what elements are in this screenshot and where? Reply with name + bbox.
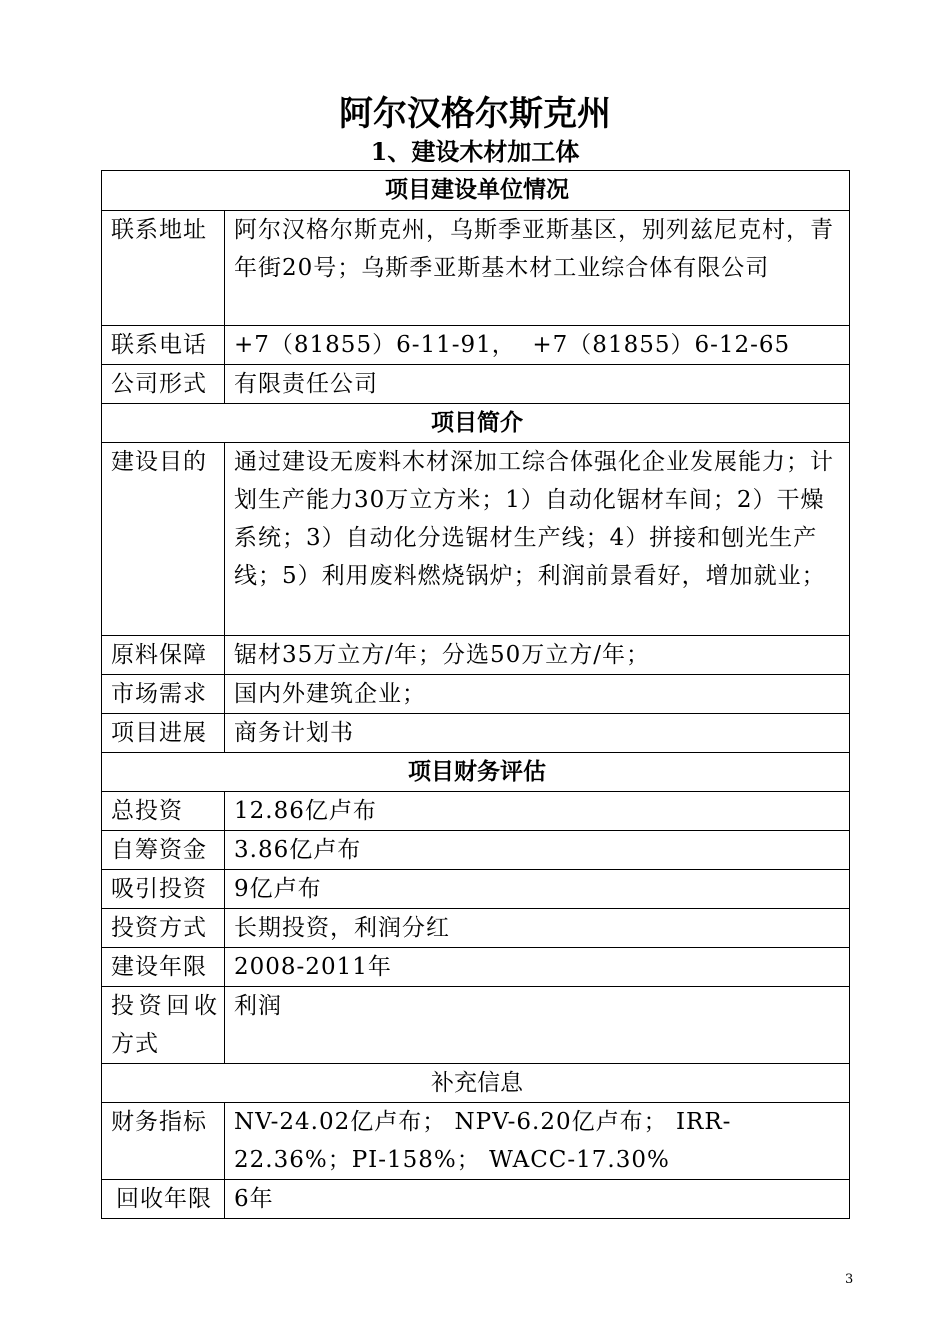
table-row [102, 714, 850, 753]
row-label-construction-period: 建设年限 [102, 948, 225, 987]
section-header-row [102, 404, 850, 443]
row-label-financial-indicators: 财务指标 [102, 1103, 225, 1180]
row-label-attracted-investment: 吸引投资 [102, 870, 225, 909]
section-header-row [102, 1064, 850, 1103]
row-label-own-funds: 自筹资金 [102, 831, 225, 870]
row-value-address: 阿尔汉格尔斯克州，乌斯季亚斯基区，别列兹尼克村，青年街20号；乌斯季亚斯基木材工业综合体有限公司 [225, 211, 850, 326]
table-row [102, 675, 850, 714]
project-table [101, 170, 850, 1219]
page-number: 3 [845, 1272, 854, 1287]
table-row [102, 211, 850, 326]
row-value-total-investment: 12.86亿卢布 [225, 792, 850, 831]
row-value-investment-method: 长期投资，利润分红 [225, 909, 850, 948]
table-row [102, 1180, 850, 1219]
table-row [102, 870, 850, 909]
row-label-phone: 联系电话 [102, 326, 225, 365]
table-row [102, 443, 850, 636]
row-label-total-investment: 总投资 [102, 792, 225, 831]
row-value-financial-indicators: NV-24.02亿卢布； NPV-6.20亿卢布； IRR-22.36%；PI-158%； WACC-17.30% [225, 1103, 850, 1180]
row-value-phone: +7（81855）6-11-91， +7（81855）6-12-65 [225, 326, 850, 365]
section-header-company: 项目建设单位情况 [102, 171, 850, 211]
table-row [102, 365, 850, 404]
row-value-company-form: 有限责任公司 [225, 365, 850, 404]
section-header-summary: 项目简介 [102, 404, 850, 443]
section-header-finance: 项目财务评估 [102, 753, 850, 792]
row-value-return-method: 利润 [225, 987, 850, 1064]
row-label-company-form: 公司形式 [102, 365, 225, 404]
table-row [102, 831, 850, 870]
row-label-return-method: 投资回收方式 [102, 987, 225, 1064]
section-header-additional: 补充信息 [102, 1064, 850, 1103]
row-value-market: 国内外建筑企业； [225, 675, 850, 714]
row-label-market: 市场需求 [102, 675, 225, 714]
row-label-address: 联系地址 [102, 211, 225, 326]
table-row [102, 792, 850, 831]
row-value-payback-period: 6年 [225, 1180, 850, 1219]
row-value-progress: 商务计划书 [225, 714, 850, 753]
row-value-construction-period: 2008-2011年 [225, 948, 850, 987]
row-label-progress: 项目进展 [102, 714, 225, 753]
row-label-payback-period: 回收年限 [102, 1180, 225, 1219]
row-label-investment-method: 投资方式 [102, 909, 225, 948]
row-value-raw-material: 锯材35万立方/年；分选50万立方/年； [225, 636, 850, 675]
section-header-row [102, 171, 850, 211]
row-label-raw-material: 原料保障 [102, 636, 225, 675]
row-value-attracted-investment: 9亿卢布 [225, 870, 850, 909]
document-title: 阿尔汉格尔斯克州 [339, 94, 611, 134]
document-subtitle: 1、建设木材加工体 [370, 137, 580, 166]
row-value-own-funds: 3.86亿卢布 [225, 831, 850, 870]
section-header-row [102, 753, 850, 792]
table-row [102, 987, 850, 1064]
table-row [102, 326, 850, 365]
table-row [102, 636, 850, 675]
row-value-purpose: 通过建设无废料木材深加工综合体强化企业发展能力；计划生产能力30万立方米；1）自动化锯材车间；2）干燥系统；3）自动化分选锯材生产线；4）拼接和刨光生产线；5）利用废料燃烧锅炉；利润前景看好，增加就业； [225, 443, 850, 636]
table-row [102, 1103, 850, 1180]
table-row [102, 909, 850, 948]
table-row [102, 948, 850, 987]
row-label-purpose: 建设目的 [102, 443, 225, 636]
